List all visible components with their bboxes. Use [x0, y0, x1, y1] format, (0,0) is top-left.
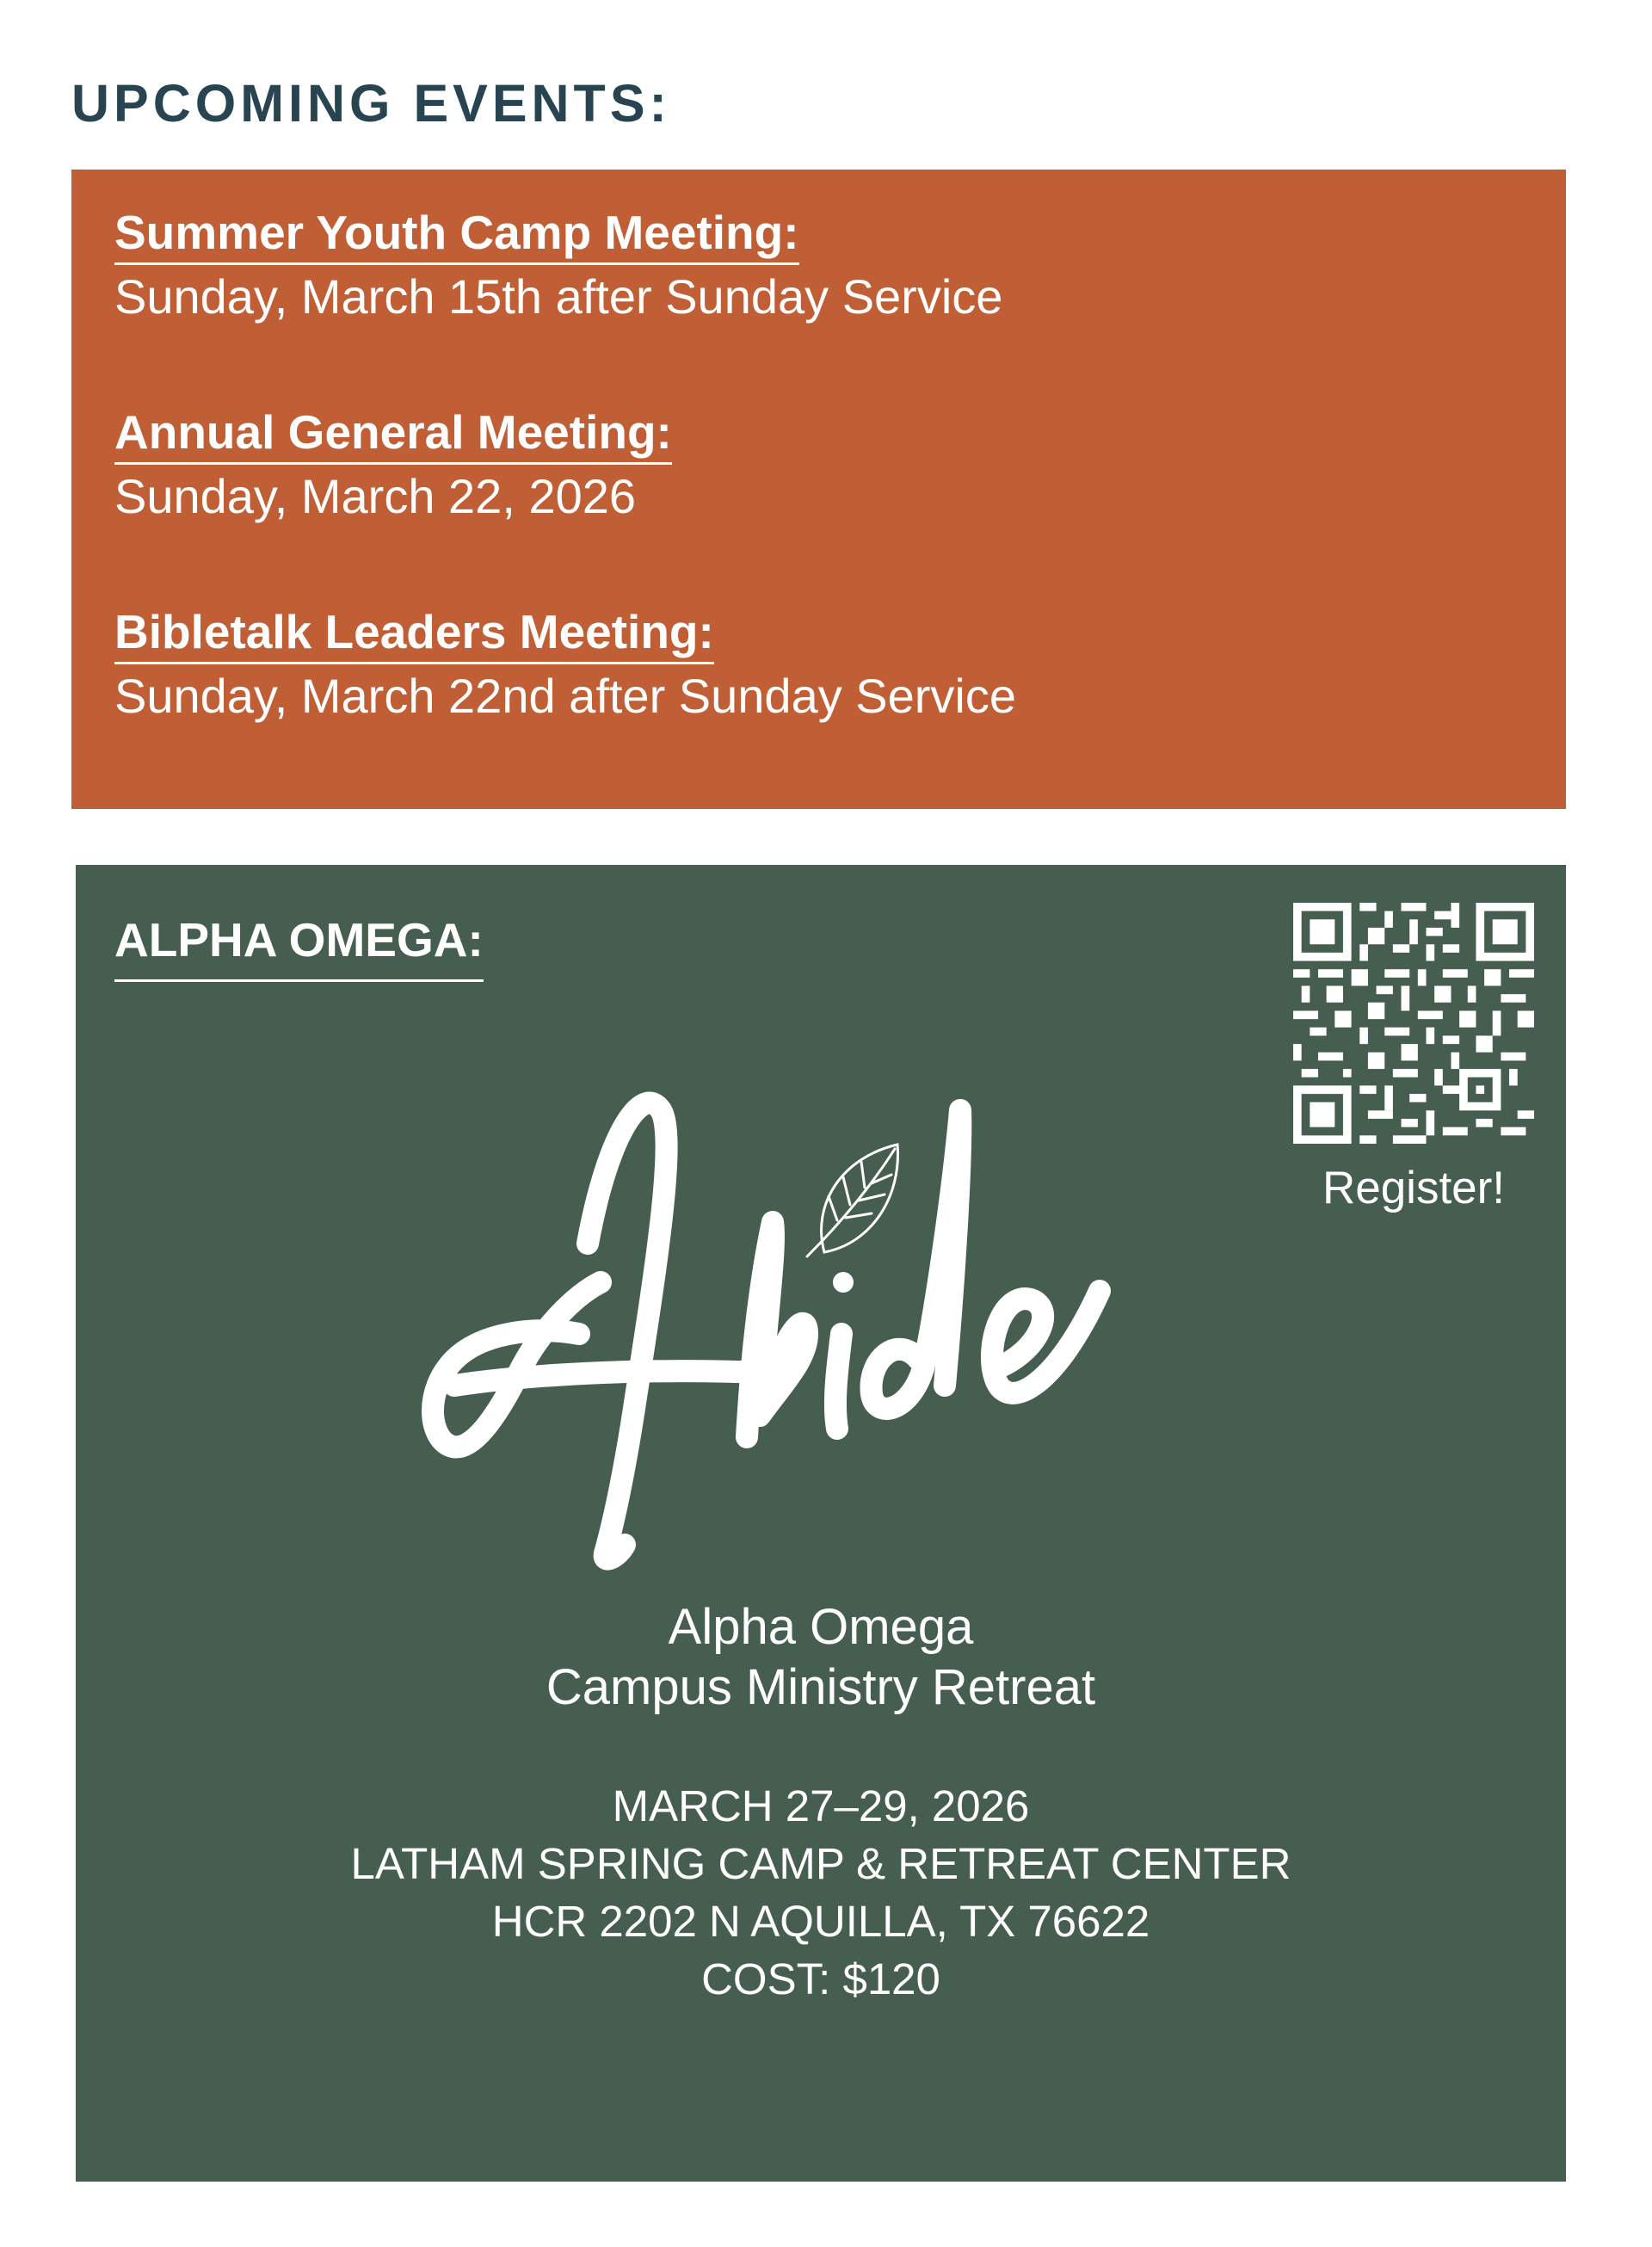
event-detail: Sunday, March 15th after Sunday Service — [114, 269, 1003, 324]
event-title: Bibletalk Leaders Meeting: — [114, 603, 714, 664]
retreat-subtitle: Campus Ministry Retreat — [546, 1659, 1096, 1715]
retreat-address: HCR 2202 N AQUILLA, TX 76622 — [491, 1897, 1150, 1946]
alpha-omega-panel — [76, 865, 1566, 2182]
qr-caption: Register! — [1322, 1163, 1506, 1213]
abide-logo — [403, 1076, 1211, 1592]
retreat-cost: COST: $120 — [701, 1954, 940, 2003]
upcoming-events-panel — [71, 170, 1566, 809]
event-title: Annual General Meeting: — [114, 404, 672, 465]
retreat-venue: LATHAM SPRING CAMP & RETREAT CENTER — [350, 1839, 1291, 1888]
event-detail: Sunday, March 22nd after Sunday Service — [114, 669, 1017, 723]
retreat-heading: ALPHA OMEGA: — [114, 912, 484, 982]
event-title: Summer Youth Camp Meeting: — [114, 204, 799, 265]
page-title: UPCOMING EVENTS: — [71, 74, 671, 133]
qr-code-icon[interactable] — [1293, 903, 1534, 1144]
retreat-name: Alpha Omega — [668, 1599, 974, 1655]
event-item — [114, 404, 672, 528]
event-detail: Sunday, March 22, 2026 — [114, 469, 637, 523]
event-item — [114, 603, 1016, 728]
event-item — [114, 204, 1002, 329]
retreat-dates: MARCH 27–29, 2026 — [612, 1781, 1030, 1830]
